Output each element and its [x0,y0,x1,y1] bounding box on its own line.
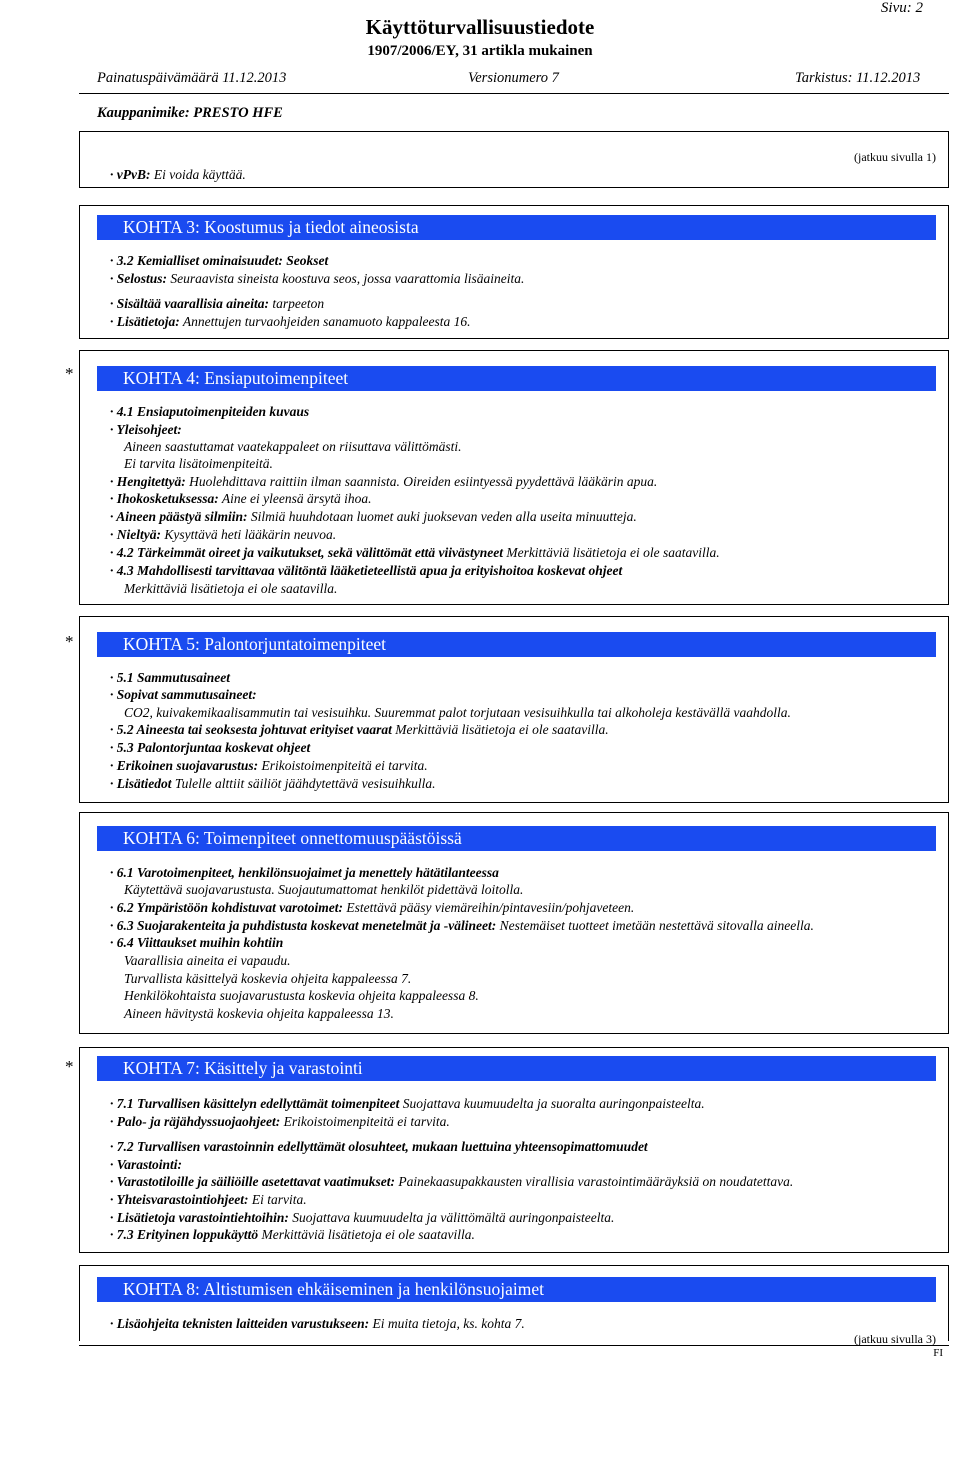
section-7-title: KOHTA 7: Käsittely ja varastointi [97,1056,936,1081]
print-date: Painatuspäivämäärä 11.12.2013 [97,70,287,86]
s4-line-6: · Ihokosketuksessa: Aine ei yleensä ärsytä ihoa. [110,491,372,506]
s4-line-5: · Hengitettyä: Huolehdittava raittiin ilman saannista. Oireiden esiintyessä pyydettävä lääkärin apua. [110,474,658,489]
s6-line-6: Vaarallisia aineita ei vapaudu. [124,953,291,968]
section-8-top-rule [79,1265,949,1266]
s5-line-2: · Sopivat sammutusaineet: [110,687,257,702]
section-8-title: KOHTA 8: Altistumisen ehkäiseminen ja henkilönsuojaimet [97,1277,936,1302]
s4-line-10: · 4.3 Mahdollisesti tarvittavaa välitöntä lääketieteellistä apua ja erityishoitoa koskevat ohjeet [110,563,623,578]
s3-line-1: · 3.2 Kemialliset ominaisuudet: Seokset [110,253,329,268]
s6-line-4: · 6.3 Suojarakenteita ja puhdistusta koskevat menetelmät ja -välineet: Nestemäiset tuotteet imetään nestettävä sitovalla aineella. [110,918,814,933]
s4-line-3: Aineen saastuttamat vaatekappaleet on riisuttava välittömästi. [124,439,462,454]
continued-from: (jatkuu sivulla 1) [854,150,936,164]
vpvb-line: · vPvB: Ei voida käyttää. [110,167,246,182]
section-3-title: KOHTA 3: Koostumus ja tiedot aineosista [97,215,936,240]
s8-line-1: · Lisäohjeita teknisten laitteiden varustukseen: Ei muita tietoja, ks. kohta 7. [110,1316,525,1331]
s7-line-3: · 7.2 Turvallisen varastoinnin edellyttämät olosuhteet, mukaan luettuina yhteensopimattomuudet [110,1139,648,1154]
s5-line-6: · Erikoinen suojavarustus: Erikoistoimenpiteitä ei tarvita. [110,758,428,773]
s7-line-4: · Varastointi: [110,1157,183,1172]
continued-to: (jatkuu sivulla 3) [854,1332,936,1346]
s5-line-7: · Lisätiedot Tulelle alttiit säiliöt jäähdytettävä vesisuihkulla. [110,776,436,791]
s5-line-1: · 5.1 Sammutusaineet [110,670,231,685]
s4-line-11: Merkittäviä lisätietoja ei ole saatavilla. [124,581,338,596]
section-6-title: KOHTA 6: Toimenpiteet onnettomuuspäästöissä [97,826,936,851]
section-8-right-border [948,1265,949,1341]
s7-line-2: · Palo- ja räjähdyssuojaohjeet: Erikoistoimenpiteitä ei tarvita. [110,1114,450,1129]
s6-line-8: Henkilökohtaista suojavarustusta koskevia ohjeita kappaleessa 8. [124,988,479,1003]
page-number: Sivu: 2 [880,0,923,16]
revision-date: Tarkistus: 11.12.2013 [795,70,921,86]
s3-line-4: · Lisätietoja: Annettujen turvaohjeiden sanamuoto kappaleesta 16. [110,314,471,329]
s4-line-2: · Yleisohjeet: [110,422,182,437]
s7-line-1: · 7.1 Turvallisen käsittelyn edellyttämät toimenpiteet Suojattava kuumuudelta ja suoralta auringonpaisteelta. [110,1096,705,1111]
s4-line-7: · Aineen päästyä silmiin: Silmiä huuhdotaan luomet auki juoksevan veden alla useita minuutteja. [110,509,637,524]
section-5-title: KOHTA 5: Palontorjuntatoimenpiteet [97,632,936,657]
trade-name: Kauppanimike: PRESTO HFE [97,105,283,121]
s4-line-9: · 4.2 Tärkeimmät oireet ja vaikutukset, sekä välittömät että viivästyneet Merkittäviä lisätietoja ei ole saatavilla. [110,545,720,560]
s6-line-1: · 6.1 Varotoimenpiteet, henkilönsuojaimet ja menettely hätätilanteessa [110,865,499,880]
s4-line-4: Ei tarvita lisätoimenpiteitä. [124,456,273,471]
s6-line-7: Turvallista käsittelyä koskevia ohjeita kappaleessa 7. [124,971,412,986]
footer-rule [79,1345,949,1346]
s6-line-5: · 6.4 Viittaukset muihin kohtiin [110,935,284,950]
s5-line-3: CO2, kuivakemikaalisammutin tai vesisuihku. Suuremmat palot torjutaan vesisuihkulla tai alkoholeja kestävällä vaahdolla. [124,705,791,720]
s4-change-marker: * [65,364,74,383]
language-code: FI [933,1347,943,1359]
s5-line-5: · 5.3 Palontorjuntaa koskevat ohjeet [110,740,311,755]
s6-line-9: Aineen hävitystä koskevia ohjeita kappaleessa 13. [124,1006,394,1021]
s7-line-8: · 7.3 Erityinen loppukäyttö Merkittäviä lisätietoja ei ole saatavilla. [110,1227,475,1242]
s5-line-4: · 5.2 Aineesta tai seoksesta johtuvat erityiset vaarat Merkittäviä lisätietoja ei ole saatavilla. [110,722,609,737]
s7-change-marker: * [65,1057,74,1076]
s5-change-marker: * [65,632,74,651]
document-title: Käyttöturvallisuustiedote [365,15,595,39]
section-4-title: KOHTA 4: Ensiaputoimenpiteet [97,366,936,391]
version-number: Versionumero 7 [468,70,559,86]
section-8-left-border [79,1265,80,1341]
s6-line-2: Käytettävä suojavarustusta. Suojautumattomat henkilöt pidettävä loitolla. [124,882,524,897]
s3-line-2: · Selostus: Seuraavista sineista koostuva seos, jossa vaarattomia lisäaineita. [110,271,525,286]
s3-line-3: · Sisältää vaarallisia aineita: tarpeeton [110,296,325,311]
s6-line-3: · 6.2 Ympäristöön kohdistuvat varotoimet: Estettävä pääsy viemäreihin/pintavesiin/pohjaveteen. [110,900,635,915]
s7-line-7: · Lisätietoja varastointiehtoihin: Suojattava kuumuudelta ja välittömältä auringonpaisteelta. [110,1210,615,1225]
s7-line-6: · Yhteisvarastointiohjeet: Ei tarvita. [110,1192,307,1207]
s4-line-1: · 4.1 Ensiaputoimenpiteiden kuvaus [110,404,310,419]
header-rule [79,93,949,94]
s4-line-8: · Nieltyä: Kysyttävä heti lääkärin neuvoa. [110,527,337,542]
s7-line-5: · Varastotiloille ja säiliöille asetettavat vaatimukset: Painekaasupakkausten virallisia varastointimääräyksiä on noudatettava. [110,1174,794,1189]
document-subtitle: 1907/2006/EY, 31 artikla mukainen [367,43,593,59]
